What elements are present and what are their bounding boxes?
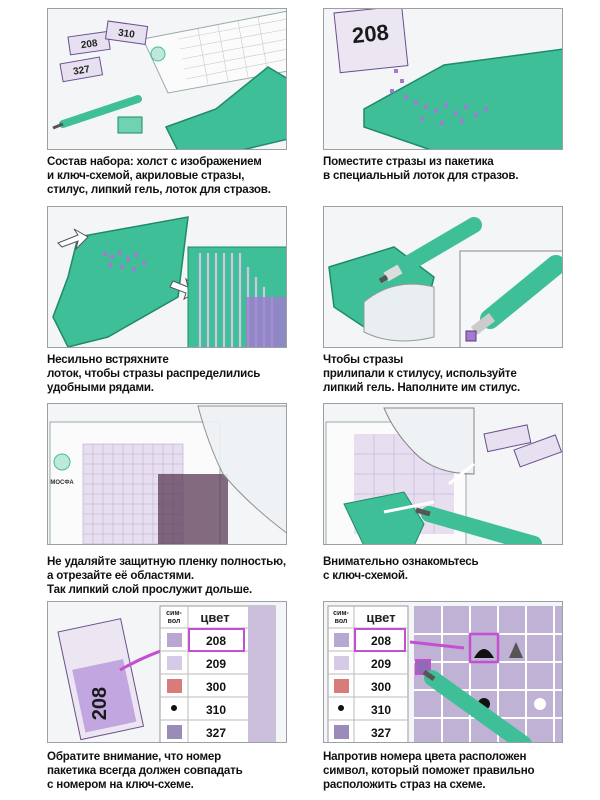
key-row-number: 310 bbox=[370, 703, 392, 717]
zoom-inset bbox=[460, 251, 563, 348]
step6-illustration bbox=[323, 403, 563, 545]
key-header-symbol-2: вол bbox=[167, 618, 181, 625]
step7-illustration bbox=[47, 601, 287, 743]
key-row-number: 327 bbox=[205, 726, 227, 740]
symbol-u-arrow-icon bbox=[334, 656, 349, 670]
step2-illustration bbox=[323, 8, 563, 150]
symbol-dot-icon bbox=[171, 705, 177, 711]
packet-number: 310 bbox=[117, 27, 136, 41]
color-key-table bbox=[160, 606, 275, 743]
step6-caption: Внимательно ознакомьтесь с ключ-схемой. bbox=[323, 555, 479, 582]
packet-number: 208 bbox=[80, 38, 99, 52]
key-header-color: цвет bbox=[200, 610, 230, 625]
sticky-gel bbox=[118, 117, 142, 133]
zoom-inset bbox=[188, 247, 287, 348]
rhinestone-packet bbox=[334, 9, 408, 73]
step8-illustration bbox=[323, 601, 563, 743]
packet-number: 327 bbox=[72, 64, 91, 78]
step5-illustration bbox=[47, 403, 287, 545]
key-row-number: 300 bbox=[370, 680, 392, 694]
symbol-dome-icon bbox=[167, 633, 182, 647]
key-row-number: 208 bbox=[205, 634, 227, 648]
key-header-symbol-2: вол bbox=[334, 618, 348, 625]
step3-illustration bbox=[47, 206, 287, 348]
step7-caption: Обратите внимание, что номер пакетика всегда должен совпадать с номером на ключ-схеме. bbox=[47, 750, 243, 791]
color-key-table bbox=[328, 606, 408, 743]
packet-number: 208 bbox=[350, 19, 390, 49]
symbol-m-icon bbox=[167, 679, 182, 693]
step1-illustration bbox=[47, 8, 287, 150]
symbol-u-arrow-icon bbox=[167, 656, 182, 670]
symbol-l-icon bbox=[167, 725, 182, 739]
key-row-number: 300 bbox=[205, 680, 227, 694]
step5-caption: Не удаляйте защитную пленку полностью, а отрезайте её областями. Так липкий слой прослужит дольше. bbox=[47, 555, 286, 596]
key-row-number: 310 bbox=[205, 703, 227, 717]
key-row-number: 208 bbox=[370, 634, 392, 648]
step8-caption: Напротив номера цвета расположен символ, который поможет правильно расположить страз на схеме. bbox=[323, 750, 535, 791]
symbol-l-icon bbox=[334, 725, 349, 739]
key-header-symbol-1: сим- bbox=[333, 610, 349, 617]
symbol-dot-icon bbox=[338, 705, 344, 711]
key-header-color: цвет bbox=[366, 610, 396, 625]
step4-caption: Чтобы стразы прилипали к стилусу, используйте липкий гель. Наполните им стилус. bbox=[323, 353, 521, 394]
packet-number: 208 bbox=[88, 686, 111, 721]
step1-caption: Состав набора: холст с изображением и ключ-схемой, акриловые стразы, стилус, липкий гель, лоток для стразов. bbox=[47, 155, 271, 196]
key-header-symbol-1: сим- bbox=[166, 610, 182, 617]
brand-label: МОСФА bbox=[50, 480, 74, 486]
step3-caption: Несильно встряхните лоток, чтобы стразы распределились удобными рядами. bbox=[47, 353, 261, 394]
key-row-number: 327 bbox=[370, 726, 392, 740]
step4-illustration bbox=[323, 206, 563, 348]
symbol-m-icon bbox=[334, 679, 349, 693]
step2-caption: Поместите стразы из пакетика в специальный лоток для стразов. bbox=[323, 155, 519, 182]
symbol-dome-icon bbox=[334, 633, 349, 647]
key-row-number: 209 bbox=[370, 657, 392, 671]
key-row-number: 209 bbox=[205, 657, 227, 671]
